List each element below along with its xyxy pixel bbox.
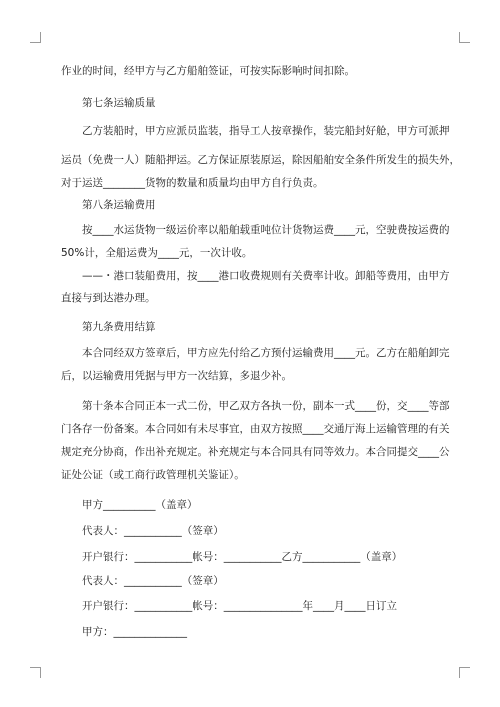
- text-line: 证处公证（或工商行政管理机关鉴证）。: [61, 469, 245, 481]
- text-line: 直接与到达港办理。: [61, 292, 156, 304]
- corner-mark-top-right: [459, 32, 470, 43]
- text-line: 乙方装船时，甲方应派员监装，指导工人按章操作，装完船封好舱，甲方可派押: [82, 125, 450, 137]
- signature-line-bank: 开户银行：___________帐号：___________乙方___________（盖章）: [82, 551, 403, 563]
- section-heading: 第七条运输质量: [82, 97, 156, 109]
- signature-line-representative: 代表人：___________（签章）: [82, 525, 224, 537]
- corner-mark-top-left: [30, 32, 41, 43]
- corner-mark-bottom-left: [30, 667, 41, 678]
- section-heading: 第八条运输费用: [82, 199, 156, 211]
- signature-line-party-a: 甲方__________（盖章）: [82, 499, 198, 511]
- section-heading: 第九条费用结算: [82, 321, 156, 333]
- corner-mark-bottom-right: [459, 667, 470, 678]
- text-line: ——・港口装船费用，按____港口收费规则有关费率计收。卸船等费用，由甲方: [82, 270, 450, 282]
- signature-line-party-a: 甲方：______________: [82, 626, 187, 638]
- text-line: 第十条本合同正本一式二份，甲乙双方各执一份，副本一式____份，交____等部: [82, 400, 450, 412]
- text-line: 本合同经双方签章后，甲方应先付给乙方预付运输费用____元。乙方在船舶卸完: [82, 347, 450, 359]
- text-line: 按____水运货物一级运价率以船舶载重吨位计货物运费____元，空驶费按运费的: [82, 224, 450, 236]
- text-line: 后，以运输费用凭据与甲方一次结算，多退少补。: [61, 370, 292, 382]
- signature-line-bank-date: 开户银行：___________帐号：_______________年____月____日订立: [82, 600, 397, 612]
- text-line: 作业的时间，经甲方与乙方船舶签证，可按实际影响时间扣除。: [61, 65, 355, 77]
- text-line: 50%计，全船运费为____元，一次计收。: [61, 247, 253, 259]
- signature-line-representative: 代表人：___________（签章）: [82, 575, 224, 587]
- text-line: 门各存一份备案。本合同如有未尽事宜，由双方按照____交通厅海上运输管理的有关: [61, 423, 450, 435]
- text-line: 运员（免费一人）随船押运。乙方保证原装原运，除因船舶安全条件所发生的损失外，: [61, 154, 460, 166]
- text-line: 规定充分协商，作出补充规定。补充规定与本合同具有同等效力。本合同提交____公: [61, 446, 450, 458]
- text-line: 对于运送________货物的数量和质量均由甲方自行负责。: [61, 177, 324, 189]
